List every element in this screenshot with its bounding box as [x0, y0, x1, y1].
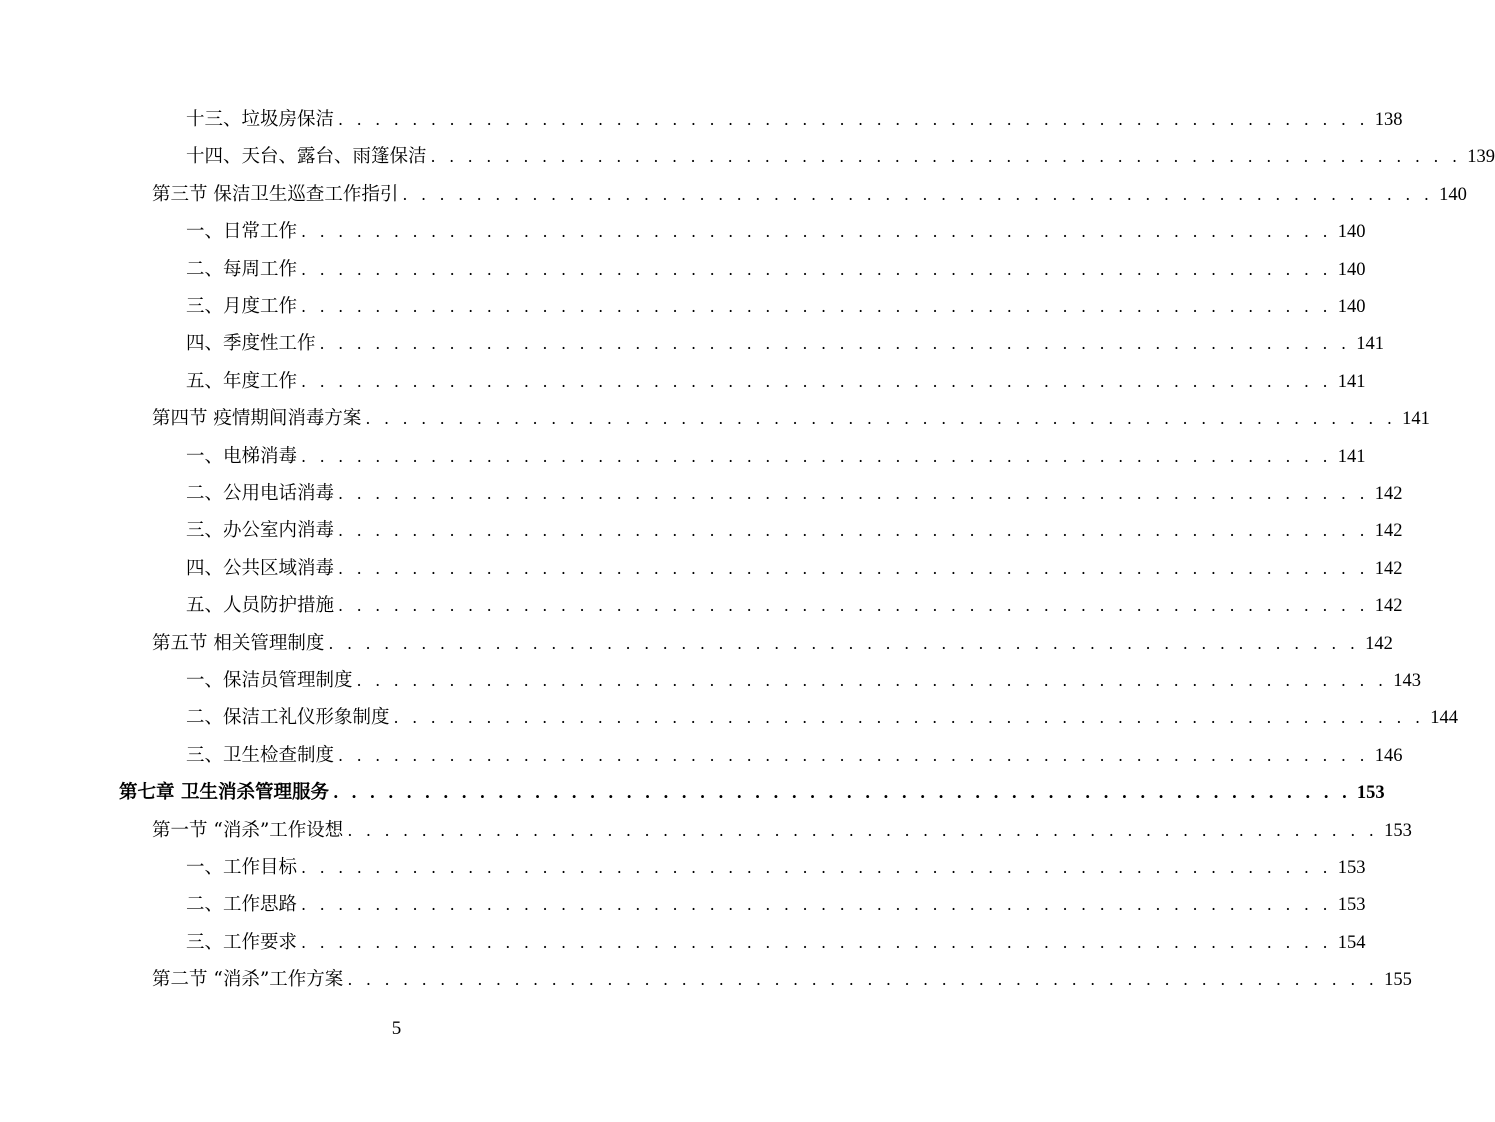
dot-leader: . . . . . . . . . . . . . . . . . . . . . . . . . . . . . . . . . . . . . . . . . . . . . . . . . . . . . . . . — [347, 970, 1379, 990]
toc-entry-item[interactable] — [186, 220, 1366, 244]
toc-entry-item[interactable] — [186, 370, 1366, 394]
toc-entry-item[interactable] — [186, 893, 1366, 917]
toc-entry-chapter[interactable] — [119, 781, 1385, 805]
toc-entry-page-number: 153 — [1337, 858, 1366, 878]
toc-entry-item[interactable] — [186, 744, 1403, 768]
page-number: 5 — [391, 1018, 402, 1039]
toc-entry-title: 二、工作思路 — [186, 894, 298, 916]
dot-leader: . . . . . . . . . . . . . . . . . . . . . . . . . . . . . . . . . . . . . . . . . . . . . . . . . . . . . . . . — [301, 895, 1332, 915]
toc-entry-title: 五、年度工作 — [186, 370, 298, 392]
toc-entry-page-number: 140 — [1337, 297, 1366, 317]
toc-entry-title: 第七章 卫生消杀管理服务 — [119, 782, 329, 804]
toc-entry-item[interactable] — [186, 557, 1403, 581]
toc-entry-page-number: 153 — [1337, 895, 1366, 916]
toc-entry-page-number: 143 — [1393, 671, 1422, 691]
toc-entry-page-number: 140 — [1439, 184, 1467, 205]
toc-entry-title: 第五节 相关管理制度 — [152, 632, 325, 654]
toc-entry-item[interactable] — [186, 706, 1459, 730]
dot-leader: . . . . . . . . . . . . . . . . . . . . . . . . . . . . . . . . . . . . . . . . . . . . . . . . . . . . . . . . — [338, 596, 1369, 616]
toc-entry-page-number: 141 — [1337, 371, 1366, 392]
toc-entry-item[interactable] — [186, 295, 1366, 319]
toc-entry-title: 一、日常工作 — [186, 221, 298, 243]
toc-entry-title: 第三节 保洁卫生巡查工作指引 — [152, 183, 399, 205]
dot-leader: . . . . . . . . . . . . . . . . . . . . . . . . . . . . . . . . . . . . . . . . . . . . . . . . . . . . . . . . — [338, 110, 1369, 129]
toc-entry-item[interactable] — [186, 258, 1366, 282]
toc-entry-title: 五、人员防护措施 — [186, 595, 335, 617]
toc-entry-title: 第四节 疫情期间消毒方案 — [152, 408, 362, 430]
toc-entry-page-number: 141 — [1356, 334, 1385, 355]
dot-leader: . . . . . . . . . . . . . . . . . . . . . . . . . . . . . . . . . . . . . . . . . . . . . . . . . . . . . . . . — [328, 633, 1360, 653]
toc-entry-section[interactable] — [152, 819, 1412, 843]
toc-entry-item[interactable] — [186, 482, 1403, 506]
dot-leader: . . . . . . . . . . . . . . . . . . . . . . . . . . . . . . . . . . . . . . . . . . . . . . . . . . . . . . . . — [301, 446, 1332, 466]
toc-entry-item[interactable] — [186, 332, 1385, 356]
dot-leader: . . . . . . . . . . . . . . . . . . . . . . . . . . . . . . . . . . . . . . . . . . . . . . . . . . . . . . . . — [301, 858, 1332, 877]
dot-leader: . . . . . . . . . . . . . . . . . . . . . . . . . . . . . . . . . . . . . . . . . . . . . . . . . . . . . . . . — [356, 671, 1388, 690]
toc-entry-title: 一、保洁员管理制度 — [186, 670, 353, 691]
toc-entry-page-number: 153 — [1356, 783, 1385, 804]
toc-entry-item[interactable] — [186, 594, 1403, 618]
toc-entry-title: 一、工作目标 — [186, 857, 298, 878]
toc-entry-item[interactable] — [186, 519, 1403, 543]
toc-entry-page-number: 154 — [1337, 932, 1366, 953]
toc-entry-section[interactable] — [152, 407, 1430, 431]
dot-leader: . . . . . . . . . . . . . . . . . . . . . . . . . . . . . . . . . . . . . . . . . . . . . . . . . . . . . . . . — [338, 558, 1369, 578]
toc-entry-page-number: 139 — [1467, 147, 1495, 168]
toc-entry-item[interactable] — [186, 108, 1403, 132]
toc-entry-section[interactable] — [152, 968, 1412, 992]
toc-entry-page-number: 146 — [1374, 745, 1403, 766]
toc-entry-page-number: 141 — [1402, 409, 1430, 430]
toc-entry-title: 四、季度性工作 — [186, 333, 316, 355]
toc-entry-section[interactable] — [152, 632, 1393, 656]
toc-entry-page-number: 140 — [1337, 222, 1366, 243]
toc-entry-page-number: 138 — [1374, 110, 1403, 130]
toc-entry-item[interactable] — [186, 445, 1366, 469]
toc-entry-page-number: 142 — [1365, 633, 1393, 654]
toc-entry-title: 三、工作要求 — [186, 931, 298, 953]
dot-leader: . . . . . . . . . . . . . . . . . . . . . . . . . . . . . . . . . . . . . . . . . . . . . . . . . . . . . . . . — [347, 820, 1379, 840]
toc-entry-page-number: 144 — [1430, 708, 1459, 729]
toc-entry-title: 一、电梯消毒 — [186, 445, 298, 467]
dot-leader: . . . . . . . . . . . . . . . . . . . . . . . . . . . . . . . . . . . . . . . . . . . . . . . . . . . . . . . . — [365, 409, 1397, 429]
toc-entry-page-number: 142 — [1374, 596, 1403, 617]
dot-leader: . . . . . . . . . . . . . . . . . . . . . . . . . . . . . . . . . . . . . . . . . . . . . . . . . . . . . . . . — [301, 297, 1332, 316]
toc-entry-item[interactable] — [186, 931, 1366, 955]
dot-leader: . . . . . . . . . . . . . . . . . . . . . . . . . . . . . . . . . . . . . . . . . . . . . . . . . . . . . . . . — [301, 371, 1332, 391]
toc-entry-title: 三、月度工作 — [186, 296, 298, 317]
dot-leader: . . . . . . . . . . . . . . . . . . . . . . . . . . . . . . . . . . . . . . . . . . . . . . . . . . . . . . . . — [301, 222, 1332, 242]
toc-entry-page-number: 142 — [1374, 521, 1403, 542]
toc-entry-page-number: 141 — [1337, 446, 1366, 467]
toc-entry-section[interactable] — [152, 183, 1467, 207]
toc-entry-item[interactable] — [186, 856, 1366, 880]
toc-entry-title: 第二节 “消杀”工作方案 — [152, 969, 344, 991]
dot-leader: . . . . . . . . . . . . . . . . . . . . . . . . . . . . . . . . . . . . . . . . . . . . . . . . . . . . . . . . — [430, 147, 1462, 167]
dot-leader: . . . . . . . . . . . . . . . . . . . . . . . . . . . . . . . . . . . . . . . . . . . . . . . . . . . . . . . . — [338, 484, 1369, 503]
toc-entry-page-number: 153 — [1384, 820, 1412, 841]
toc-entry-item[interactable] — [186, 669, 1422, 693]
toc-entry-title: 四、公共区域消毒 — [186, 557, 335, 579]
dot-leader: . . . . . . . . . . . . . . . . . . . . . . . . . . . . . . . . . . . . . . . . . . . . . . . . . . . . . . . . — [402, 184, 1434, 204]
dot-leader: . . . . . . . . . . . . . . . . . . . . . . . . . . . . . . . . . . . . . . . . . . . . . . . . . . . . . . . . — [338, 521, 1369, 541]
dot-leader: . . . . . . . . . . . . . . . . . . . . . . . . . . . . . . . . . . . . . . . . . . . . . . . . . . . . . . . . — [301, 259, 1332, 279]
dot-leader: . . . . . . . . . . . . . . . . . . . . . . . . . . . . . . . . . . . . . . . . . . . . . . . . . . . . . . . . — [301, 932, 1332, 952]
toc-entry-title: 二、每周工作 — [186, 258, 298, 280]
toc-entry-title: 三、卫生检查制度 — [186, 744, 335, 766]
toc-entry-item[interactable] — [186, 145, 1495, 169]
toc-entry-page-number: 140 — [1337, 259, 1366, 280]
toc-entry-page-number: 142 — [1374, 558, 1403, 579]
toc-entry-title: 二、保洁工礼仪形象制度 — [186, 707, 390, 729]
dot-leader: . . . . . . . . . . . . . . . . . . . . . . . . . . . . . . . . . . . . . . . . . . . . . . . . . . . . . . . . — [332, 783, 1351, 803]
toc-entry-page-number: 155 — [1384, 970, 1412, 991]
toc-entry-title: 二、公用电话消毒 — [186, 483, 335, 504]
toc-entry-title: 十四、天台、露台、雨篷保洁 — [186, 146, 427, 168]
toc-entry-page-number: 142 — [1374, 484, 1403, 504]
dot-leader: . . . . . . . . . . . . . . . . . . . . . . . . . . . . . . . . . . . . . . . . . . . . . . . . . . . . . . . . — [393, 708, 1425, 728]
dot-leader: . . . . . . . . . . . . . . . . . . . . . . . . . . . . . . . . . . . . . . . . . . . . . . . . . . . . . . . . — [319, 334, 1351, 354]
toc-entry-title: 十三、垃圾房保洁 — [186, 109, 335, 130]
dot-leader: . . . . . . . . . . . . . . . . . . . . . . . . . . . . . . . . . . . . . . . . . . . . . . . . . . . . . . . . — [338, 745, 1369, 765]
toc-entry-title: 三、办公室内消毒 — [186, 520, 335, 542]
toc-entry-title: 第一节 “消杀”工作设想 — [152, 819, 344, 841]
